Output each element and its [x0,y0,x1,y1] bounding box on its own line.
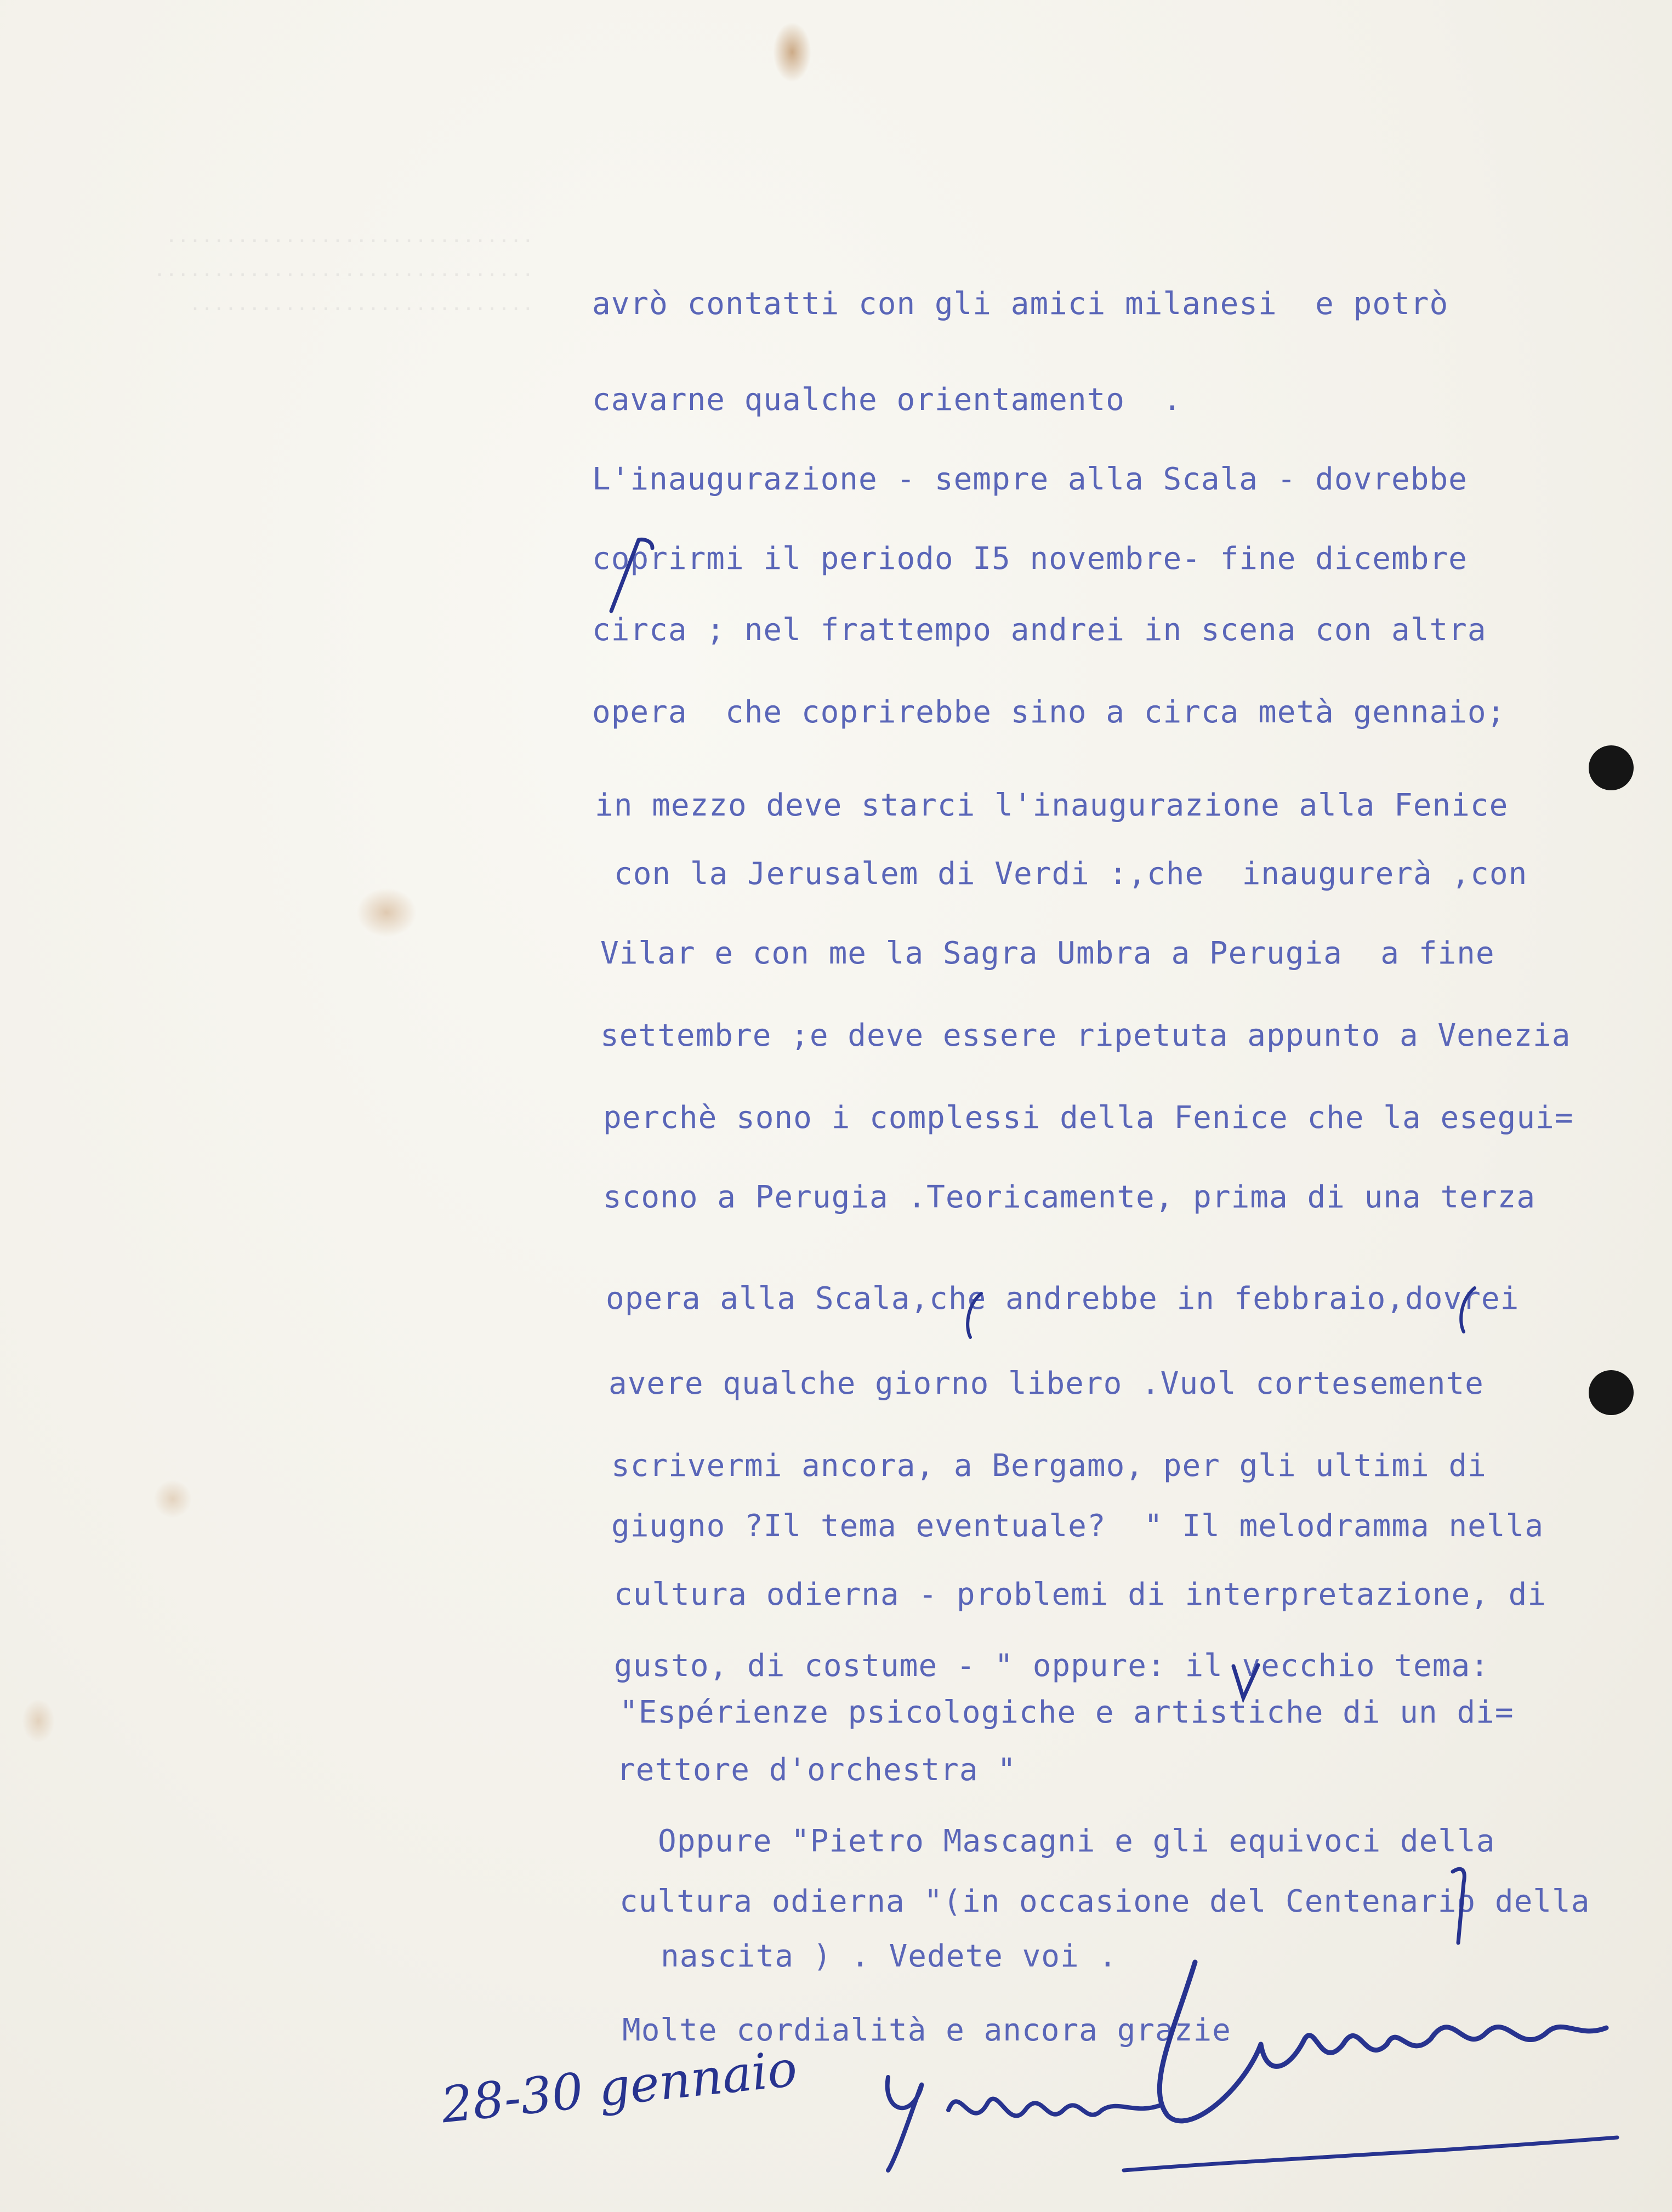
pen-correction-mark [959,1288,992,1343]
foxing-stain [22,1699,55,1743]
punch-hole [1589,1370,1634,1415]
letter-line: scrivermi ancora, a Bergamo, per gli ultimi di [611,1448,1487,1484]
letter-line: perchè sono i complessi della Fenice che la esegui= [603,1100,1574,1136]
letter-line: coprirmi il periodo I5 novembre- fine dicembre [592,541,1468,577]
letter-line: scono a Perugia .Teoricamente, prima di una terza [603,1179,1536,1215]
foxing-stain [153,1480,192,1518]
bleed-through-text: ............................... ................................ ............................. [153,225,534,315]
letter-line: circa ; nel frattempo andrei in scena con altra [592,612,1487,648]
letter-line: avrò contatti con gli amici milanesi e potrò [592,286,1449,322]
letter-line: "Espérienze psicologiche e artistiche di un di= [619,1695,1514,1730]
punch-hole [1589,745,1634,790]
letter-line: opera che coprirebbe sino a circa metà gennaio; [592,694,1506,730]
letter-line: settembre ;e deve essere ripetuta appunto a Venezia [600,1018,1571,1053]
foxing-stain [356,888,417,937]
handwritten-date: 28-30 gennaio [439,2039,800,2135]
letter-line: cavarne qualche orientamento . [592,382,1182,418]
letter-line: gusto, di costume - " oppure: il vecchio tema: [614,1648,1489,1684]
letter-line: con la Jerusalem di Verdi :,che inaugurerà ,con [614,856,1528,892]
letter-line: nascita ) . Vedete voi . [661,1939,1118,1974]
letter-line: opera alla Scala,che andrebbe in febbraio,dovrei [606,1281,1520,1316]
letter-line: L'inaugurazione - sempre alla Scala - dovrebbe [592,461,1468,497]
letter-line: cultura odierna - problemi di interpretazione, di [614,1577,1547,1612]
letter-line: Molte cordialità e ancora grazie [622,2013,1231,2048]
letter-line: giugno ?Il tema eventuale? " Il melodramma nella [611,1508,1544,1544]
pen-correction-mark [600,534,666,617]
signature [1124,1951,1645,2181]
letter-line: Oppure "Pietro Mascagni e gli equivoci della [658,1823,1495,1859]
letter-line: cultura odierna "(in occasione del Centenario della [619,1884,1590,1919]
pen-correction-mark [1228,1661,1266,1704]
letter-line: rettore d'orchestra " [617,1752,1017,1788]
pen-correction-mark [1453,1282,1486,1337]
letter-line: avere qualche giorno libero .Vuol cortesemente [608,1366,1484,1401]
letter-line: Vilar e con me la Sagra Umbra a Perugia a fine [600,936,1495,971]
rust-stain [773,22,811,82]
letter-line: in mezzo deve starci l'inaugurazione alla Fenice [595,788,1509,823]
pen-correction-mark [1436,1861,1480,1948]
